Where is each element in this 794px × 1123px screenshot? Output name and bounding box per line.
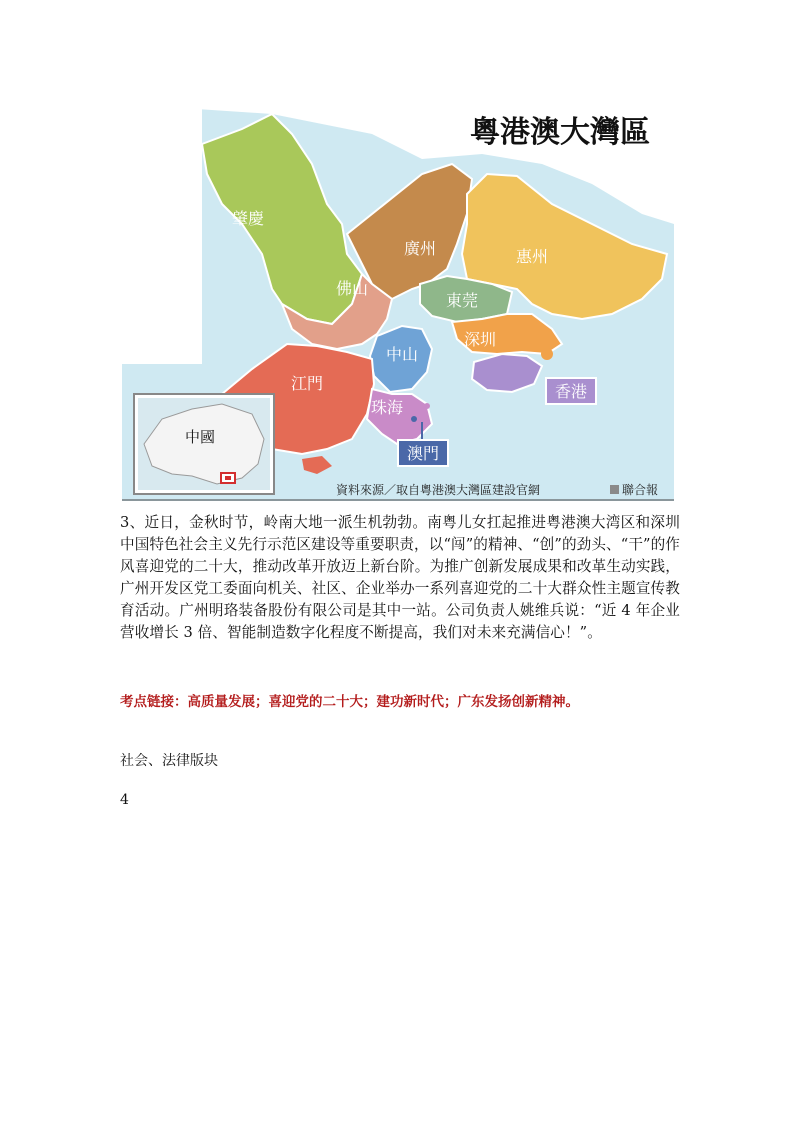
label-hongkong: 香港 — [554, 382, 588, 401]
label-jiangmen: 江門 — [290, 374, 324, 393]
label-huizhou: 惠州 — [515, 247, 549, 266]
label-foshan: 佛山 — [335, 279, 369, 298]
greater-bay-area-map — [122, 104, 674, 501]
label-dongguan: 東莞 — [445, 291, 479, 310]
page-number: 4 — [120, 792, 129, 808]
article-paragraph: 3、近日，金秋时节，岭南大地一派生机勃勃。南粤儿女扛起推进粤港澳大湾区和深圳中国特色社会主义先行示范区建设等重要职责，以“闯”的精神、“创”的劲头、“干”的作风喜迎党的二十大，推动改革开放迈上新台阶。为推广创新发展成果和改革生动实践，广州开发区党工委面向机关、社区、企业举办一系列喜迎党的二十大群众性主题宣传教育活动。广州明珞装备股份有限公司是其中一站。公司负责人姚维兵说：“近 4 年企业营收增长 3 倍、智能制造数字化程度不断提高，我们对未来充满信心！”。 — [120, 514, 680, 641]
section-title: 社会、法律版块 — [120, 753, 218, 769]
label-guangzhou: 廣州 — [403, 239, 437, 258]
label-zhuhai: 珠海 — [370, 398, 404, 417]
label-shenzhen: 深圳 — [463, 330, 497, 349]
label-zhongshan: 中山 — [385, 345, 419, 364]
map-source: 資料來源／取自粵港澳大灣區建設官網 — [336, 483, 541, 497]
map-publisher: 聯合報 — [622, 483, 659, 497]
map-title: 粵港澳大灣區 — [470, 115, 650, 150]
label-macau: 澳門 — [406, 444, 440, 463]
exam-link: 考点链接：高质量发展；喜迎党的二十大；建功新时代；广东发扬创新精神。 — [120, 694, 579, 710]
inset-china-map — [134, 394, 274, 494]
label-zhaoqing: 肇慶 — [231, 209, 265, 228]
inset-label: 中國 — [184, 428, 216, 446]
